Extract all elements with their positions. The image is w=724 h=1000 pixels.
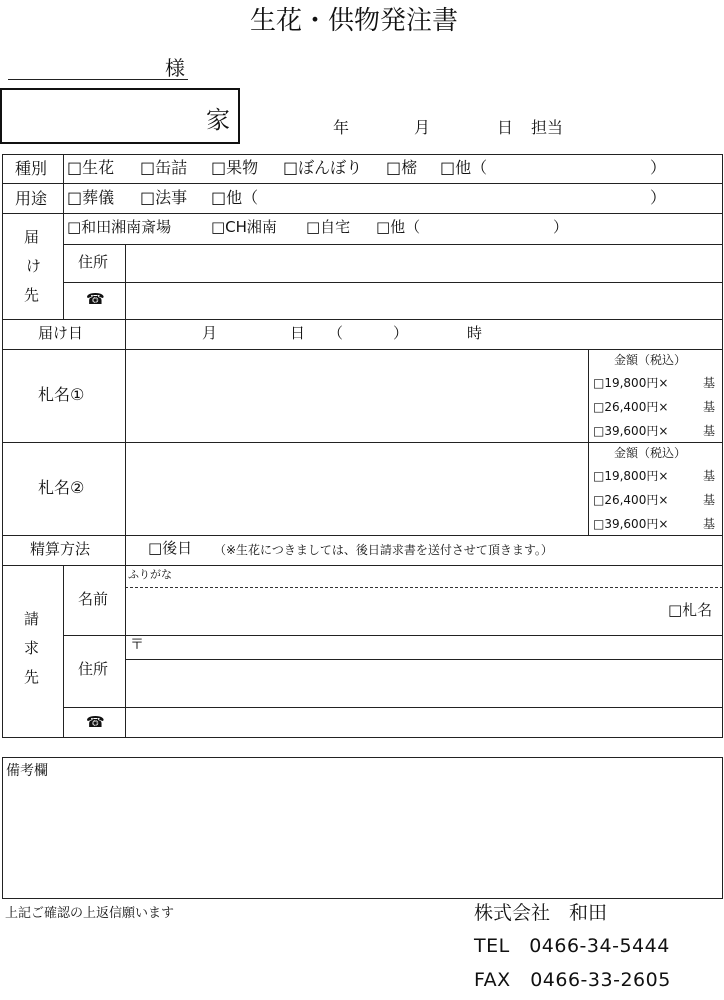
row-divider <box>2 183 723 184</box>
fuda2-price-19800[interactable]: □19,800円× <box>593 469 669 483</box>
fuda1-field[interactable] <box>126 350 587 441</box>
todoke-bi-hour: 時 <box>467 324 483 342</box>
todoke-bi-paren-open: （ <box>328 324 344 342</box>
fuda2-label: 札名② <box>38 478 85 497</box>
todoke-label-1: 届 <box>24 228 40 246</box>
fuda1-price-26400[interactable]: □26,400円× <box>593 400 669 414</box>
col-divider <box>63 565 64 738</box>
todoke-option-jitaku[interactable]: □自宅 <box>306 218 351 236</box>
fuda2-amount-title: 金額（税込） <box>614 446 687 460</box>
youto-label: 用途 <box>15 189 48 208</box>
furigana-divider <box>125 587 723 588</box>
page-title: 生花・供物発注書 <box>250 6 459 36</box>
seikyu-address-label: 住所 <box>78 660 109 678</box>
tantou-label: 担当 <box>531 118 564 137</box>
todoke-option-ch[interactable]: □CH湘南 <box>211 218 277 236</box>
col-divider <box>63 154 64 214</box>
seikyu-postal-mark: 〒 <box>130 637 144 653</box>
fuda1-unit: 基 <box>703 376 716 390</box>
seikyu-label-1: 請 <box>24 610 40 628</box>
fuda2-price-26400[interactable]: □26,400円× <box>593 493 669 507</box>
seikyu-name-field[interactable] <box>126 589 656 633</box>
phone-icon: ☎ <box>86 290 105 308</box>
seikyu-address-field[interactable] <box>126 660 722 706</box>
company-name: 株式会社 和田 <box>474 902 608 924</box>
youto-option-other[interactable]: □他（ <box>211 188 259 207</box>
seikyu-phone-field[interactable] <box>126 708 722 737</box>
seisan-note: （※生花につきましては、後日請求書を送付させて頂きます。） <box>214 543 553 557</box>
seikyu-name-label: 名前 <box>78 590 109 608</box>
sama-label: 様 <box>165 56 185 80</box>
todoke-option-wada[interactable]: □和田湘南斎場 <box>67 218 172 236</box>
seikyu-furigana-label: ふりがな <box>128 568 172 581</box>
recipient-underline <box>8 79 188 80</box>
col-divider <box>588 349 589 536</box>
fuda1-price-39600[interactable]: □39,600円× <box>593 424 669 438</box>
remarks-box[interactable] <box>2 757 723 899</box>
shubetsu-option-kudamono[interactable]: □果物 <box>211 158 259 177</box>
row-divider <box>2 319 723 320</box>
seikyu-label-2: 求 <box>24 639 40 657</box>
col-divider <box>63 213 64 320</box>
family-suffix: 家 <box>206 106 230 134</box>
remarks-label: 備考欄 <box>6 763 48 779</box>
shubetsu-other-close: ） <box>650 158 667 177</box>
youto-option-houji[interactable]: □法事 <box>140 188 188 207</box>
todoke-address-label: 住所 <box>78 253 109 271</box>
shubetsu-option-shikimi[interactable]: □樒 <box>386 158 418 177</box>
shubetsu-label: 種別 <box>15 159 48 178</box>
youto-other-close: ） <box>650 188 667 207</box>
month-label: 月 <box>414 118 431 137</box>
row-divider <box>2 535 723 536</box>
family-name-box[interactable] <box>0 88 240 144</box>
shubetsu-option-other[interactable]: □他（ <box>440 158 488 177</box>
shubetsu-option-bonbori[interactable]: □ぼんぼり <box>283 158 363 177</box>
youto-option-sougi[interactable]: □葬儀 <box>67 188 115 207</box>
todoke-option-other[interactable]: □他（ <box>376 218 421 236</box>
fuda2-field[interactable] <box>126 443 587 534</box>
shubetsu-option-kanzume[interactable]: □缶詰 <box>140 158 188 177</box>
company-tel: TEL 0466-34-5444 <box>474 935 670 957</box>
phone-icon: ☎ <box>86 713 105 731</box>
todoke-other-close: ） <box>553 218 569 236</box>
fuda2-unit: 基 <box>703 517 716 531</box>
shubetsu-option-seika[interactable]: □生花 <box>67 158 115 177</box>
todoke-bi-day: 日 <box>290 324 306 342</box>
todoke-bi-month: 月 <box>202 324 218 342</box>
todoke-phone-field[interactable] <box>126 283 722 318</box>
todoke-bi-label: 届け日 <box>38 324 84 342</box>
fuda1-unit: 基 <box>703 400 716 414</box>
seikyu-label-3: 先 <box>24 668 40 686</box>
day-label: 日 <box>497 118 514 137</box>
fuda2-price-39600[interactable]: □39,600円× <box>593 517 669 531</box>
seisan-option-gojitsu[interactable]: □後日 <box>148 539 193 557</box>
year-label: 年 <box>333 118 350 137</box>
fuda1-label: 札名① <box>38 385 85 404</box>
seikyu-furigana-field[interactable] <box>126 566 722 586</box>
confirm-note: 上記ご確認の上返信願います <box>5 906 175 921</box>
seikyu-postal-field[interactable] <box>146 636 722 658</box>
fuda1-amount-title: 金額（税込） <box>614 353 687 367</box>
fuda2-unit: 基 <box>703 493 716 507</box>
company-fax: FAX 0466-33-2605 <box>474 969 671 991</box>
seisan-label: 精算方法 <box>30 540 91 558</box>
fuda1-price-19800[interactable]: □19,800円× <box>593 376 669 390</box>
row-divider <box>2 213 723 214</box>
todoke-address-field[interactable] <box>126 245 722 281</box>
fuda1-unit: 基 <box>703 424 716 438</box>
fuda2-unit: 基 <box>703 469 716 483</box>
todoke-label-3: 先 <box>24 286 40 304</box>
seikyu-fuda-check[interactable]: □札名 <box>668 601 713 619</box>
recipient-field[interactable] <box>8 58 158 78</box>
todoke-label-2: け <box>26 257 42 275</box>
todoke-bi-paren-close: ） <box>393 324 409 342</box>
